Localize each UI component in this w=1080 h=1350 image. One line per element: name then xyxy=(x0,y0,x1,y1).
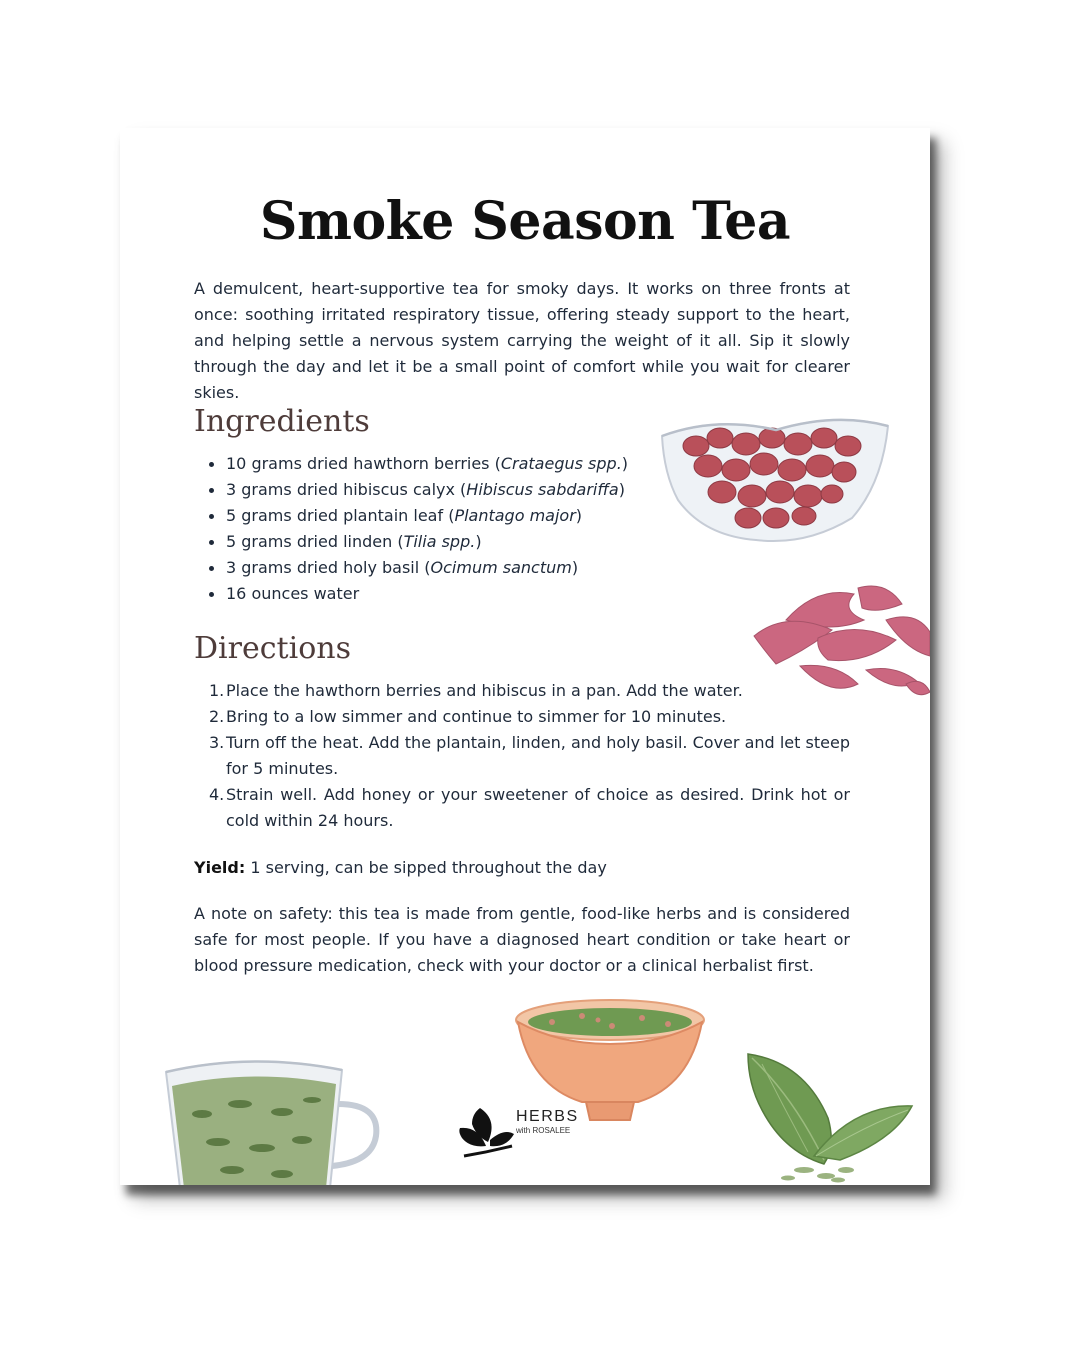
list-item: 10 grams dried hawthorn berries (Crataegus spp.) xyxy=(226,451,666,477)
list-item: 5 grams dried plantain leaf (Plantago major) xyxy=(226,503,666,529)
list-item: 1. Place the hawthorn berries and hibiscus in a pan. Add the water. xyxy=(209,681,743,700)
logo-name: HERBS xyxy=(516,1108,579,1125)
page-title: Smoke Season Tea xyxy=(259,191,791,252)
safety-note: A note on safety: this tea is made from gentle, food-like herbs and is considered safe for most people. If you have a diagnosed heart condition or take heart or blood pressure medication, check with your doctor or a clinical herbalist first. xyxy=(194,904,850,975)
hibiscus-illustration xyxy=(746,580,930,704)
brand-logo xyxy=(458,1106,582,1162)
list-item: 3 grams dried holy basil (Ocimum sanctum) xyxy=(226,555,666,581)
yield-text: 1 serving, can be sipped throughout the day xyxy=(250,858,607,877)
yield-label: Yield: xyxy=(194,858,246,877)
logo-subtitle: with ROSALEE xyxy=(516,1126,571,1135)
hawthorn-bowl-illustration xyxy=(656,414,892,546)
ingredients-list xyxy=(226,451,666,607)
plantain-leaf-illustration xyxy=(744,1048,916,1184)
leaf-logo-icon xyxy=(458,1106,514,1162)
directions-heading: Directions xyxy=(194,631,351,666)
list-item: 16 ounces water xyxy=(226,581,666,607)
list-item: 3. Turn off the heat. Add the plantain, linden, and holy basil. Cover and let steep for 5 minutes. xyxy=(209,733,850,778)
list-item: 2. Bring to a low simmer and continue to simmer for 10 minutes. xyxy=(209,707,727,726)
yield-line xyxy=(194,855,850,881)
tea-cup-illustration xyxy=(162,1056,382,1185)
recipe-page xyxy=(120,128,930,1185)
list-item: 4. Strain well. Add honey or your sweetener of choice as desired. Drink hot or cold within 24 hours. xyxy=(209,785,850,830)
list-item: 3 grams dried hibiscus calyx (Hibiscus sabdariffa) xyxy=(226,477,666,503)
list-item: 5 grams dried linden (Tilia spp.) xyxy=(226,529,666,555)
ingredients-heading: Ingredients xyxy=(194,404,370,439)
intro-paragraph: A demulcent, heart-supportive tea for smoky days. It works on three fronts at once: soothing irritated respiratory tissue, offering steady support to the heart, and helping settle a nervous system carrying the weight of it all. Sip it slowly through the day and let it be a small point of comfort while you wait for clearer skies. xyxy=(194,279,850,402)
